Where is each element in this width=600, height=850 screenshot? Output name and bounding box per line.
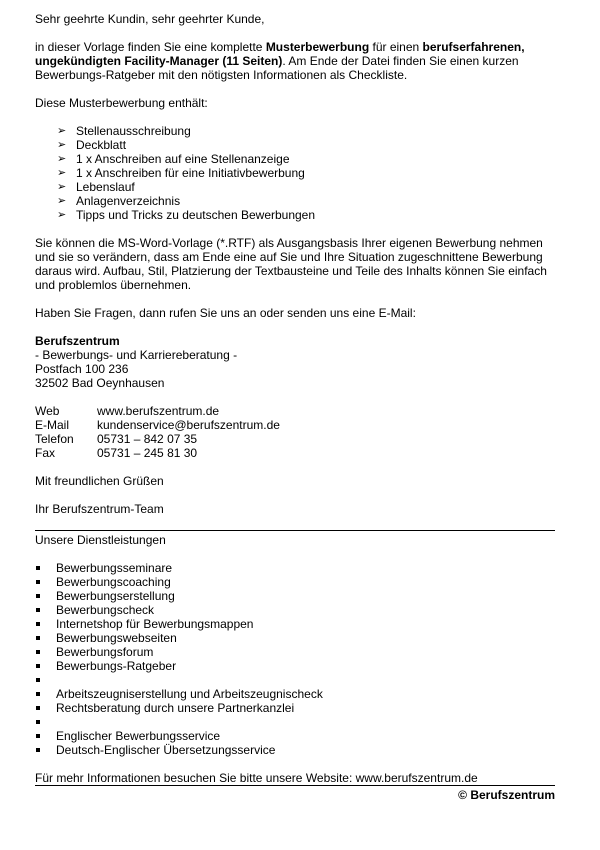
contents-list-item — [57, 180, 555, 194]
contact-label: Telefon — [35, 432, 74, 446]
contact-value: 05731 – 842 07 35 — [97, 432, 198, 446]
intro-text-1: in dieser Vorlage finden Sie eine komplette — [35, 40, 266, 54]
services-list-item — [35, 715, 555, 729]
services-list-item — [35, 687, 555, 701]
questions-paragraph: Haben Sie Fragen, dann rufen Sie uns an oder senden uns eine E-Mail: — [35, 306, 416, 320]
address-city: 32502 Bad Oeynhausen — [35, 376, 165, 390]
square-bullet-icon — [36, 566, 40, 570]
closing-line: Mit freundlichen Grüßen — [35, 474, 164, 488]
square-bullet-icon — [36, 650, 40, 654]
contact-value: 05731 – 245 81 30 — [97, 446, 198, 460]
footer-text: Für mehr Informationen besuchen Sie bitte unsere Website: www.berufszentrum.de — [35, 771, 478, 785]
contents-list-item — [57, 152, 555, 166]
intro-bold-1: Musterbewerbung — [265, 40, 370, 54]
services-item-label: Bewerbungscheck — [56, 603, 155, 617]
contact-block — [35, 404, 555, 460]
services-list-item — [35, 645, 555, 659]
contents-item-label: 1 x Anschreiben auf eine Stellenanzeige — [76, 152, 290, 166]
square-bullet-icon — [36, 734, 40, 738]
square-bullet-icon — [36, 636, 40, 640]
square-bullet-icon — [36, 692, 40, 696]
services-list-item — [35, 617, 555, 631]
square-bullet-icon — [36, 678, 40, 682]
square-bullet-icon — [36, 580, 40, 584]
square-bullet-icon — [36, 720, 40, 724]
services-item-label: Bewerbungswebseiten — [56, 631, 177, 645]
divider-top — [35, 530, 555, 531]
arrow-bullet-icon: ➢ — [57, 167, 67, 179]
services-list-item — [35, 659, 555, 673]
contact-label: Web — [35, 404, 60, 418]
company-name: Berufszentrum — [35, 334, 120, 348]
services-list-item — [35, 603, 555, 617]
services-list-item — [35, 743, 555, 757]
intro-text-2: für einen — [369, 40, 423, 54]
contact-row — [35, 418, 555, 432]
arrow-bullet-icon: ➢ — [57, 195, 67, 207]
square-bullet-icon — [36, 664, 40, 668]
address-block — [35, 334, 555, 390]
contact-row — [35, 446, 555, 460]
services-item-label: Rechtsberatung durch unsere Partnerkanzlei — [56, 701, 295, 715]
square-bullet-icon — [36, 748, 40, 752]
contents-item-label: Tipps und Tricks zu deutschen Bewerbungen — [76, 208, 316, 222]
services-item-label: Bewerbungscoaching — [56, 575, 171, 589]
services-list-item — [35, 589, 555, 603]
contents-list-item — [57, 194, 555, 208]
services-list-item — [35, 729, 555, 743]
contact-row — [35, 404, 555, 418]
services-list-item — [35, 673, 555, 687]
square-bullet-icon — [36, 594, 40, 598]
usage-paragraph: Sie können die MS-Word-Vorlage (*.RTF) als Ausgangsbasis Ihrer eigenen Bewerbung nehmen und sie so verändern, dass am Ende eine auf Sie und Ihre Situation zugeschnittene Bewerbung daraus wird. Aufbau, Stil, Platzierung der Textbausteine und Teile des Inhalts können Sie einfach und problemlos übernehmen. — [35, 236, 547, 292]
contents-heading: Diese Musterbewerbung enthält: — [35, 96, 208, 110]
contents-list-item — [57, 166, 555, 180]
contents-list-item — [57, 124, 555, 138]
arrow-bullet-icon: ➢ — [57, 125, 67, 137]
services-item-label: Bewerbungs-Ratgeber — [56, 659, 177, 673]
signature-line: Ihr Berufszentrum-Team — [35, 502, 164, 516]
services-item-label: Bewerbungserstellung — [56, 589, 175, 603]
services-list-item — [35, 575, 555, 589]
arrow-bullet-icon: ➢ — [57, 139, 67, 151]
services-item-label: Arbeitszeugniserstellung und Arbeitszeugnischeck — [56, 687, 323, 701]
services-item-label: Bewerbungsseminare — [56, 561, 173, 575]
contents-item-label: Deckblatt — [76, 138, 127, 152]
contents-item-label: Stellenausschreibung — [76, 124, 191, 138]
copyright: © Berufszentrum — [458, 788, 555, 802]
services-heading: Unsere Dienstleistungen — [35, 533, 166, 547]
arrow-bullet-icon: ➢ — [57, 181, 67, 193]
contact-label: Fax — [35, 446, 56, 460]
intro-paragraph — [35, 40, 555, 82]
divider-bottom — [35, 785, 555, 786]
contents-item-label: Anlagenverzeichnis — [76, 194, 181, 208]
contact-value: kundenservice@berufszentrum.de — [97, 418, 280, 432]
square-bullet-icon — [36, 608, 40, 612]
arrow-bullet-icon: ➢ — [57, 209, 67, 221]
contents-list-item — [57, 138, 555, 152]
contents-item-label: 1 x Anschreiben für eine Initiativbewerbung — [76, 166, 305, 180]
services-list-item — [35, 631, 555, 645]
services-item-label: Internetshop für Bewerbungsmappen — [56, 617, 254, 631]
contents-list — [35, 124, 555, 222]
services-item-label: Bewerbungsforum — [56, 645, 154, 659]
services-list-item — [35, 701, 555, 715]
services-item-label: Englischer Bewerbungsservice — [56, 729, 221, 743]
services-list — [35, 561, 555, 757]
address-street: Postfach 100 236 — [35, 362, 129, 376]
contact-label: E-Mail — [35, 418, 70, 432]
arrow-bullet-icon: ➢ — [57, 153, 67, 165]
contact-value: www.berufszentrum.de — [97, 404, 220, 418]
intro-bold-2: berufserfahrenen, ungekündigten Facility-Manager (11 Seiten) — [35, 40, 525, 68]
contents-item-label: Lebenslauf — [76, 180, 135, 194]
square-bullet-icon — [36, 706, 40, 710]
services-list-item — [35, 561, 555, 575]
document-page — [35, 12, 555, 802]
square-bullet-icon — [36, 622, 40, 626]
contents-list-item — [57, 208, 555, 222]
contact-row — [35, 432, 555, 446]
intro-text-3: . Am Ende der Datei finden Sie einen kurzen Bewerbungs-Ratgeber mit den nötigsten Informationen als Checkliste. — [35, 54, 519, 82]
salutation: Sehr geehrte Kundin, sehr geehrter Kunde, — [35, 12, 265, 26]
services-item-label: Deutsch-Englischer Übersetzungsservice — [56, 743, 276, 757]
company-tagline: - Bewerbungs- und Karriereberatung - — [35, 348, 238, 362]
